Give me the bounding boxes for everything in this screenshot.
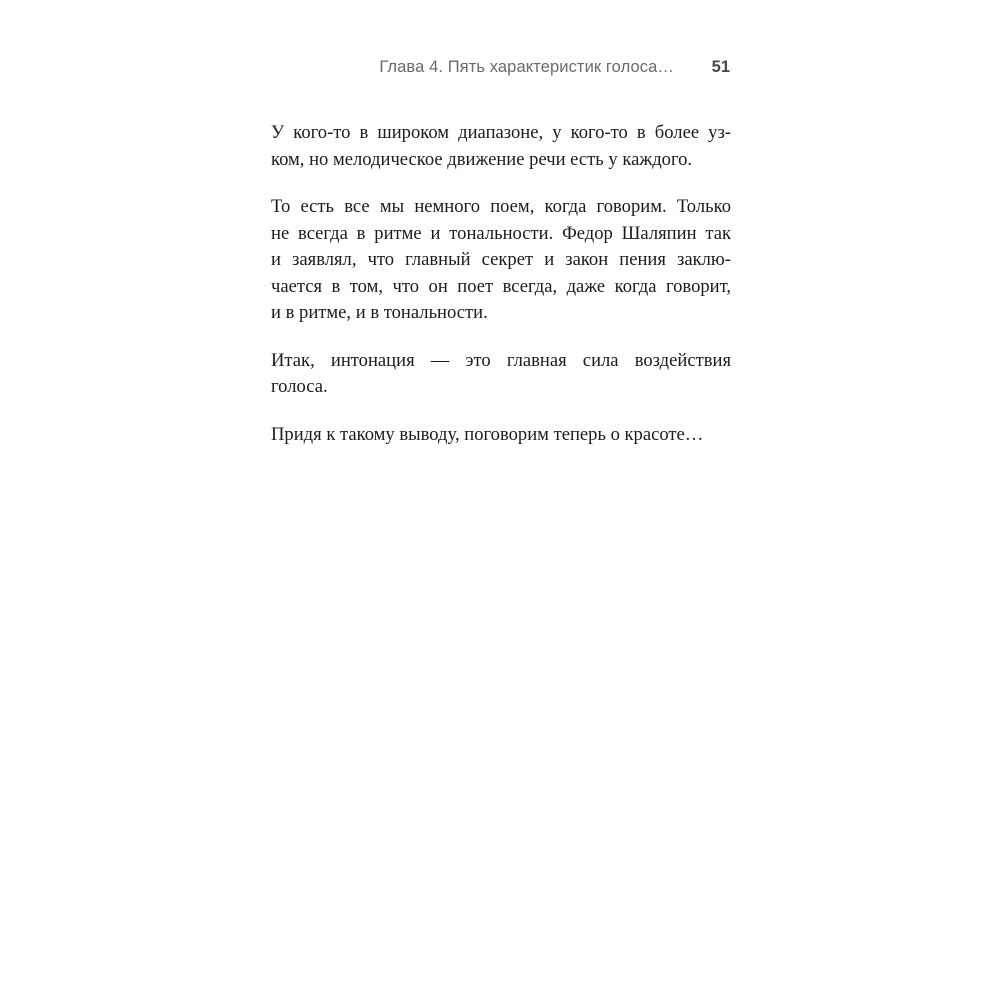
paragraph-2 [271, 194, 731, 327]
text-line: голоса. [271, 376, 328, 397]
paragraph-3 [271, 348, 731, 401]
page-number: 51 [711, 58, 730, 76]
chapter-title: Глава 4. Пять характеристик голоса… [379, 58, 674, 76]
paragraph-1 [271, 120, 731, 173]
text-line: Итак, интонация — это главная сила воздействия [271, 349, 731, 371]
running-header [300, 58, 730, 84]
body-text [271, 120, 731, 469]
text-line: не всегда в ритме и тональности. Федор Шаляпин так [271, 222, 731, 244]
text-line: чается в том, что он поет всегда, даже когда говорит, [271, 275, 731, 297]
text-line: ком, но мелодическое движение речи есть у каждого. [271, 148, 693, 170]
text-line: То есть все мы немного поем, когда говорим. Только [271, 196, 731, 217]
text-line: Придя к такому выводу, поговорим теперь о красоте… [271, 423, 704, 445]
paragraph-4 [271, 422, 731, 449]
text-line: и заявлял, что главный секрет и закон пения заклю- [271, 249, 731, 270]
text-line: У кого-то в широком диапазоне, у кого-то в более уз- [271, 122, 731, 143]
text-line: и в ритме, и в тональности. [271, 302, 488, 323]
